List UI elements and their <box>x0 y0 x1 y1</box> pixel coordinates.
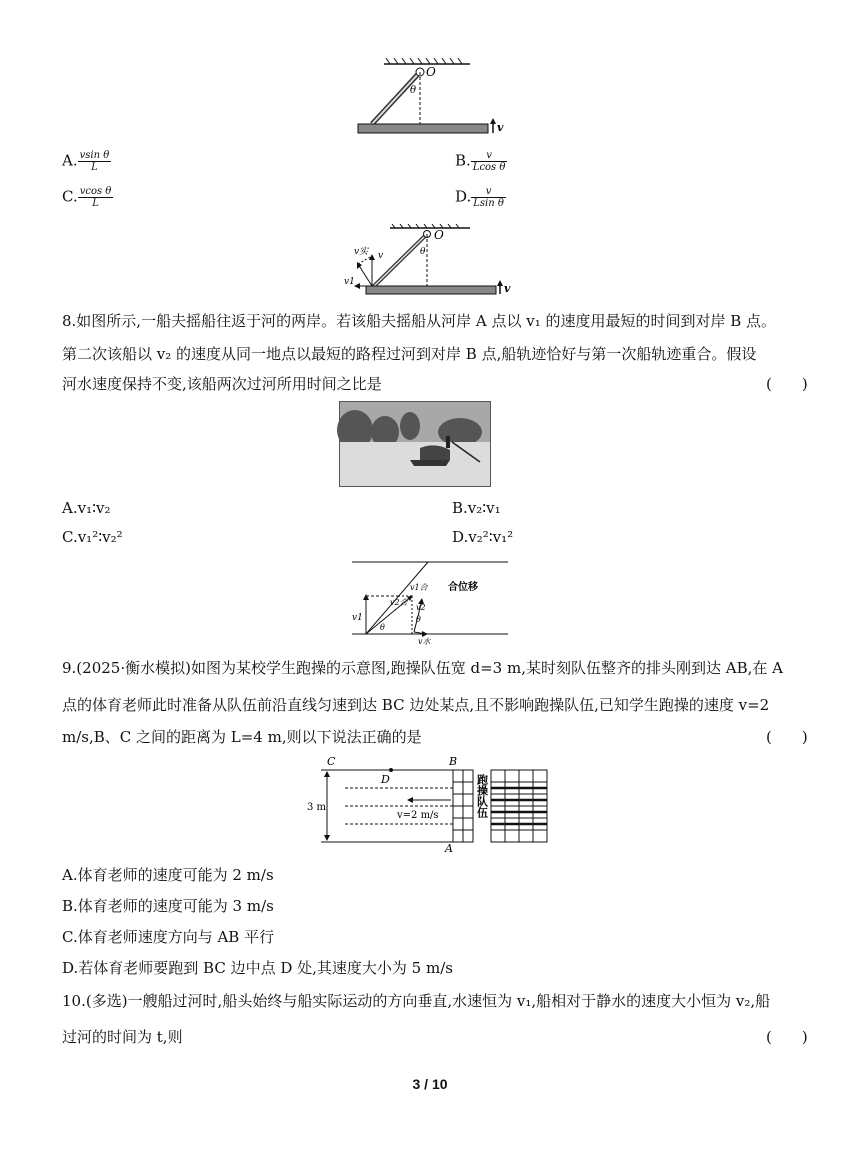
label-O: O <box>434 228 444 242</box>
figure-solution-7 <box>342 224 517 300</box>
label-theta: θ <box>420 247 426 257</box>
option-8d[interactable]: D.v₂²∶v₁² <box>452 528 514 546</box>
q10-answer-paren[interactable]: ( ) <box>766 1028 808 1046</box>
label-v2he: v2合 <box>390 598 408 607</box>
label-theta2: θ <box>416 615 421 624</box>
label-O: O <box>426 65 436 79</box>
q9-answer-paren[interactable]: ( ) <box>766 728 808 746</box>
option-7c[interactable]: C. $\frac{\text{vcos θ}}{L}$ <box>62 186 112 209</box>
label-theta1: θ <box>380 623 385 632</box>
label-A: A <box>445 842 453 855</box>
label-vshui: v水 <box>418 637 431 646</box>
option-9c[interactable]: C.体育老师速度方向与 AB 平行 <box>62 928 275 946</box>
label-v1he: v1合 <box>410 583 428 592</box>
label-vreal: v实 <box>354 247 369 257</box>
label-v-right: v <box>504 282 511 295</box>
option-7b[interactable]: B. $\frac{v}{\text{Lcos θ}}$ <box>455 150 506 173</box>
boat-photo <box>339 401 491 487</box>
q10-line2: 过河的时间为 t,则 <box>62 1028 183 1046</box>
option-8b[interactable]: B.v₂∶v₁ <box>452 499 501 517</box>
label-v1: v1 <box>344 277 355 287</box>
option-7a[interactable]: A. $\frac{\text{vsin θ}}{L}$ <box>62 150 110 173</box>
q10-line1: 10.(多选)一艘船过河时,船头始终与船实际运动的方向垂直,水速恒为 v₁,船相对于静水的速度大小恒为 v₂,船 <box>62 992 771 1010</box>
option-8a[interactable]: A.v₁∶v₂ <box>62 499 111 517</box>
figure-q8-vectors <box>352 560 508 646</box>
q9-line2: 点的体育老师此时准备从队伍前沿直线匀速到达 BC 边处某点,且不影响跑操队伍,已知学生跑操的速度 v=2 <box>62 696 770 714</box>
label-C: C <box>327 755 336 768</box>
label-team: 跑操队伍 <box>475 774 489 818</box>
q8-line2: 第二次该船以 v₂ 的速度从同一地点以最短的路程过河到对岸 B 点,船轨迹恰好与第一次船轨迹重合。假设 <box>62 345 757 363</box>
q9-line1: 9.(2025·衡水模拟)如图为某校学生跑操的示意图,跑操队伍宽 d=3 m,某时刻队伍整齐的排头刚到达 AB,在 A <box>62 659 783 677</box>
label-v1: v1 <box>352 613 363 623</box>
label-v: v <box>497 121 504 134</box>
label-theta: θ <box>410 85 417 96</box>
label-v-up: v <box>378 251 384 261</box>
q8-answer-paren[interactable]: ( ) <box>766 375 808 393</box>
label-3m: 3 m <box>307 802 327 813</box>
figure-q9-running <box>305 752 550 856</box>
option-7d[interactable]: D. $\frac{v}{\text{Lsin θ}}$ <box>455 186 504 209</box>
q9-line3: m/s,B、C 之间的距离为 L=4 m,则以下说法正确的是 <box>62 728 422 746</box>
label-v: v=2 m/s <box>397 810 439 821</box>
option-9a[interactable]: A.体育老师的速度可能为 2 m/s <box>62 866 274 884</box>
q8-line3: 河水速度保持不变,该船两次过河所用时间之比是 <box>62 375 382 393</box>
q8-line1: 8.如图所示,一船夫摇船往返于河的两岸。若该船夫摇船从河岸 A 点以 v₁ 的速度用最短的时间到对岸 B 点。 <box>62 312 777 330</box>
page-number: 3 / 10 <box>412 1076 448 1092</box>
label-D: D <box>381 773 390 786</box>
figure-rod-plank <box>350 58 510 140</box>
label-hewei: 合位移 <box>448 582 478 593</box>
option-9b[interactable]: B.体育老师的速度可能为 3 m/s <box>62 897 274 915</box>
option-8c[interactable]: C.v₁²∶v₂² <box>62 528 123 546</box>
option-9d[interactable]: D.若体育老师要跑到 BC 边中点 D 处,其速度大小为 5 m/s <box>62 959 453 977</box>
label-v2: v2 <box>416 603 426 612</box>
label-B: B <box>449 755 458 768</box>
